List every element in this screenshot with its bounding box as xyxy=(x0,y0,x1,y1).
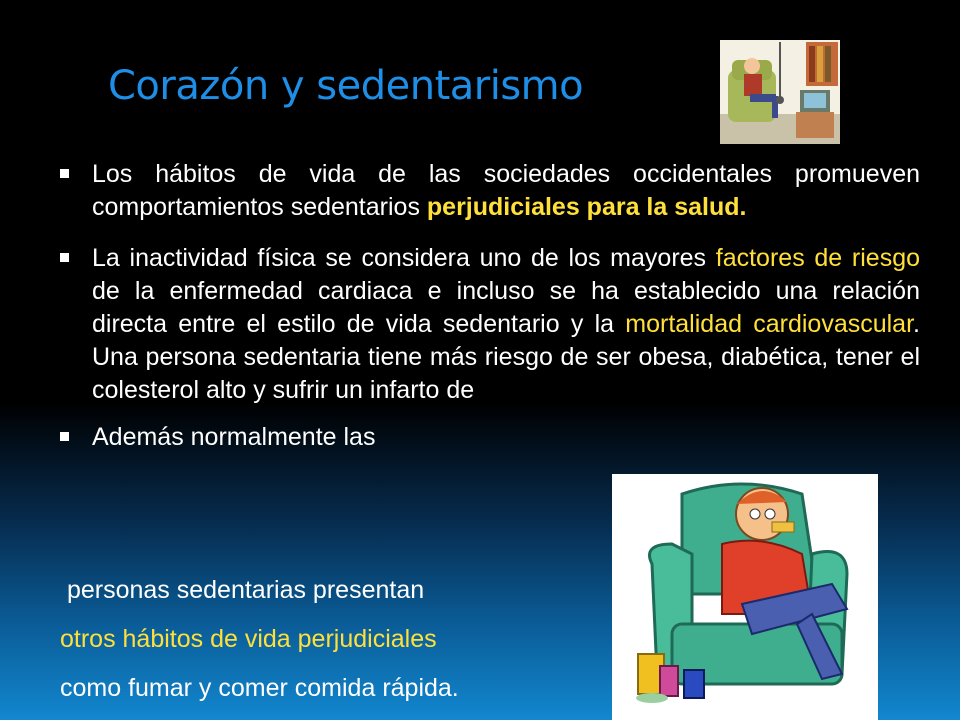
continuation-line: personas sedentarias presentan xyxy=(60,576,425,604)
highlight-text: mortalidad cardiovascular xyxy=(625,310,914,338)
bullet-marker xyxy=(60,253,69,262)
bullet-item: Además normalmente las xyxy=(60,421,920,454)
sedentary-tv-illustration xyxy=(720,40,840,144)
bullet-list xyxy=(60,158,920,472)
bullet-marker xyxy=(60,432,69,441)
bullet-marker xyxy=(60,169,69,178)
bullet-item: Los hábitos de vida de las sociedades occidentales promueven comportamientos sedentarios perjudiciales para la salud. xyxy=(60,158,920,224)
highlight-text: factores de riesgo xyxy=(715,244,920,272)
continuation-line-highlight: otros hábitos de vida perjudiciales xyxy=(60,625,437,653)
slide-title: Corazón y sedentarismo xyxy=(108,63,584,109)
bullet-item: La inactividad física se considera uno de los mayores factores de riesgo de la enfermedad cardiaca e incluso se ha establecido una relación directa entre el estilo de vida sedentario y la mortalidad cardiovascular. Una persona sedentaria tiene más riesgo de ser obesa, diabética, tener el colesterol alto y sufrir un infarto de xyxy=(60,242,920,407)
highlight-text: perjudiciales para la salud. xyxy=(426,193,747,221)
couch-potato-illustration xyxy=(612,474,878,720)
continuation-line: como fumar y comer comida rápida. xyxy=(60,674,459,702)
